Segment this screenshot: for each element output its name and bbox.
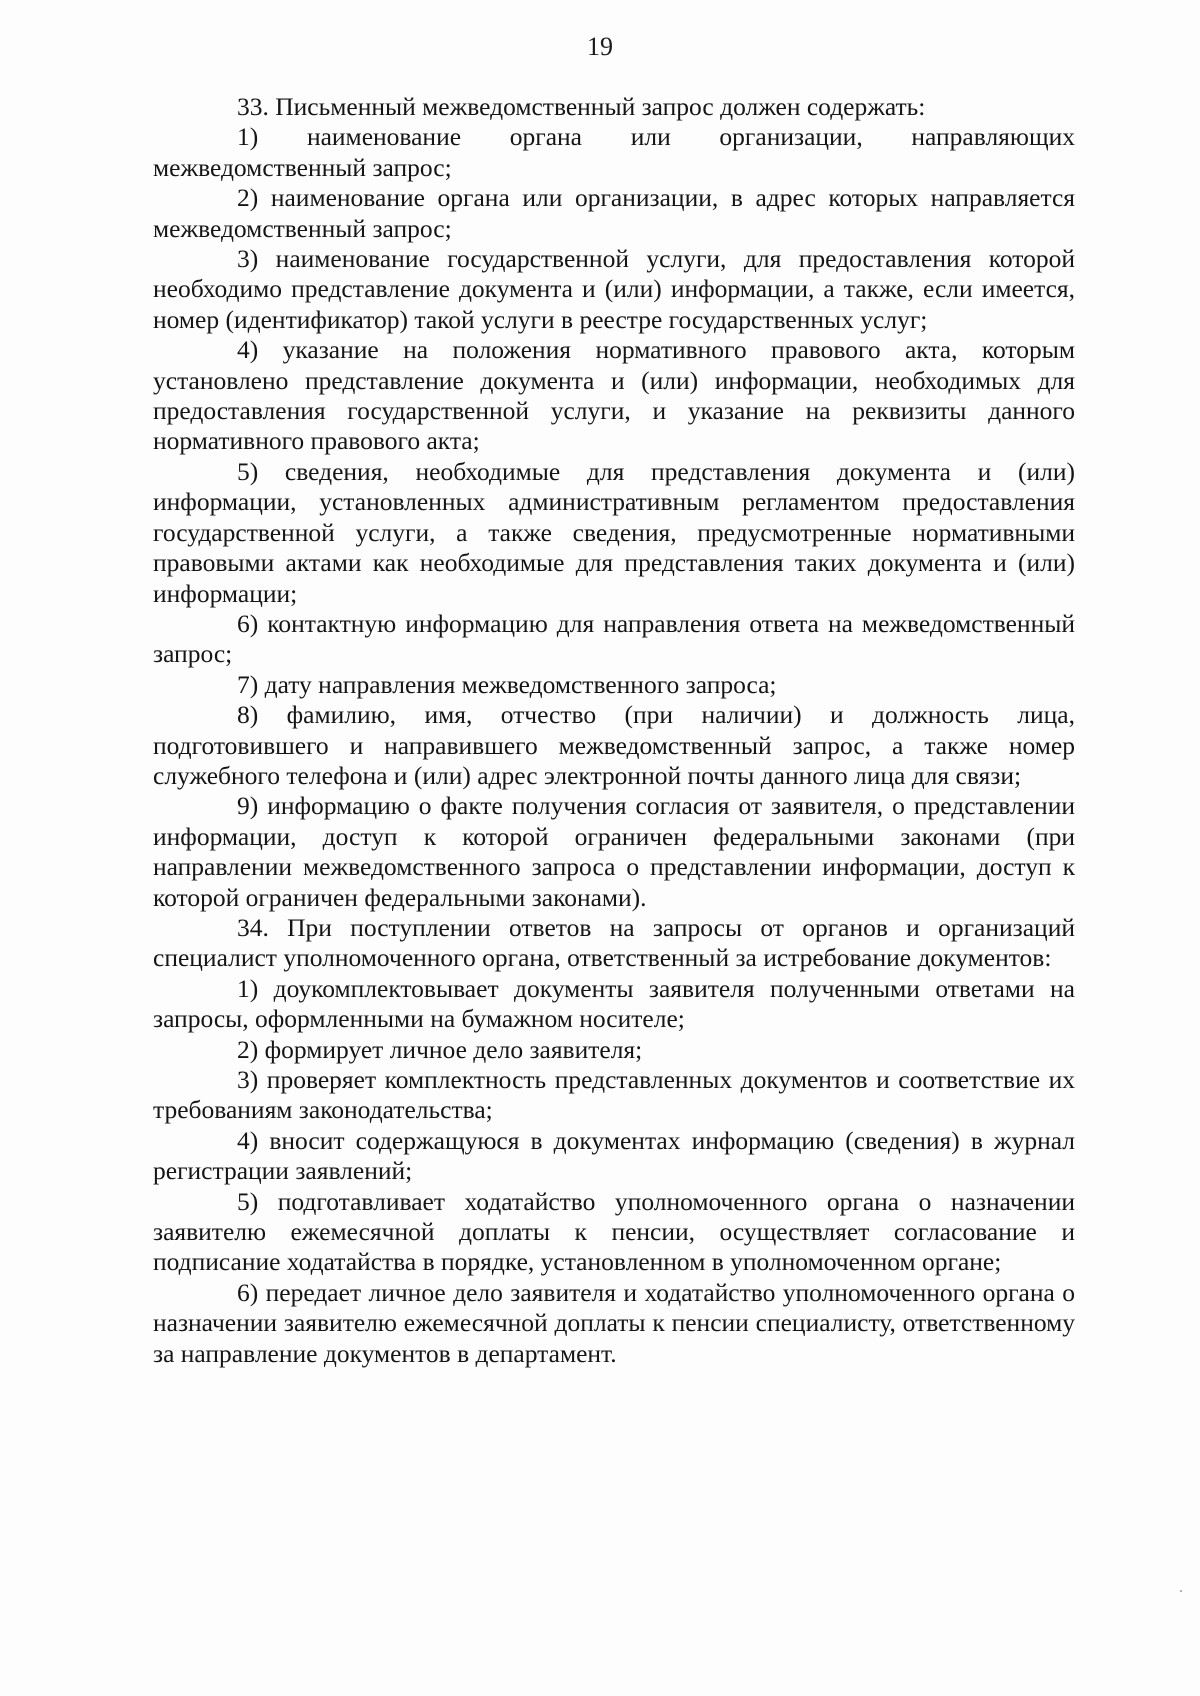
section-33-item-7: 7) дату направления межведомственного запроса;	[237, 669, 777, 699]
section-33-item-8: 8) фамилию, имя, отчество (при наличии) и должность лица, подготовившего и направившего межведомственный запрос, а также номер служебного телефона и (или) адрес электронной почты данного лица для связи;	[153, 700, 1075, 790]
scan-artifact	[1180, 1590, 1182, 1592]
section-34-item-4: 4) вносит содержащуюся в документах информацию (сведения) в журнал регистрации заявлений;	[153, 1125, 1075, 1186]
section-33-item-1: 1) наименование органа или организации, направляющих межведомственный запрос;	[153, 122, 1075, 182]
page-number: 19	[587, 32, 613, 61]
section-34-item-5: 5) подготавливает ходатайство уполномоченного органа о назначении заявителю ежемесячной доплаты к пенсии, осуществляет согласование и подписание ходатайства в порядке, установленном в уполномоченном органе;	[153, 1186, 1075, 1277]
document-body	[153, 92, 1075, 1369]
section-33-item-2: 2) наименование органа или организации, в адрес которых направляется межведомственный запрос;	[153, 183, 1075, 243]
section-33-item-5: 5) сведения, необходимые для представления документа и (или) информации, установленных административным регламентом предоставления государственной услуги, а также сведения, предусмотренные нормативными правовыми актами как необходимые для представления таких документа и (или) информации;	[153, 456, 1075, 608]
section-33-item-9: 9) информацию о факте получения согласия от заявителя, о представлении информации, доступ к которой ограничен федеральными законами (при направлении межведомственного запроса о представлении информации, доступ к которой ограничен федеральными законами).	[153, 791, 1075, 912]
section-33-heading: 33. Письменный межведомственный запрос должен содержать:	[237, 92, 926, 121]
section-33-item-3: 3) наименование государственной услуги, для предоставления которой необходимо представление документа и (или) информации, а также, если имеется, номер (идентификатор) такой услуги в реестре государственных услуг;	[153, 244, 1075, 334]
section-33-item-4: 4) указание на положения нормативного правового акта, которым установлено представление документа и (или) информации, необходимых для предоставления государственной услуги, и указание на реквизиты данного нормативного правового акта;	[153, 335, 1075, 456]
section-34-heading: 34. При поступлении ответов на запросы от органов и организаций специалист уполномоченного органа, ответственный за истребование документов:	[153, 912, 1075, 973]
section-34-item-6: 6) передает личное дело заявителя и ходатайство уполномоченного органа о назначении заявителю ежемесячной доплаты к пенсии специалисту, ответственному за направление документов в департамент.	[153, 1277, 1075, 1368]
section-34-item-3: 3) проверяет комплектность представленных документов и соответствие их требованиям законодательства;	[153, 1065, 1075, 1125]
section-34-item-2: 2) формирует личное дело заявителя;	[237, 1034, 643, 1064]
section-33-item-6: 6) контактную информацию для направления ответа на межведомственный запрос;	[153, 608, 1075, 669]
section-34-item-1: 1) доукомплектовывает документы заявителя полученными ответами на запросы, оформленными на бумажном носителе;	[153, 973, 1075, 1034]
